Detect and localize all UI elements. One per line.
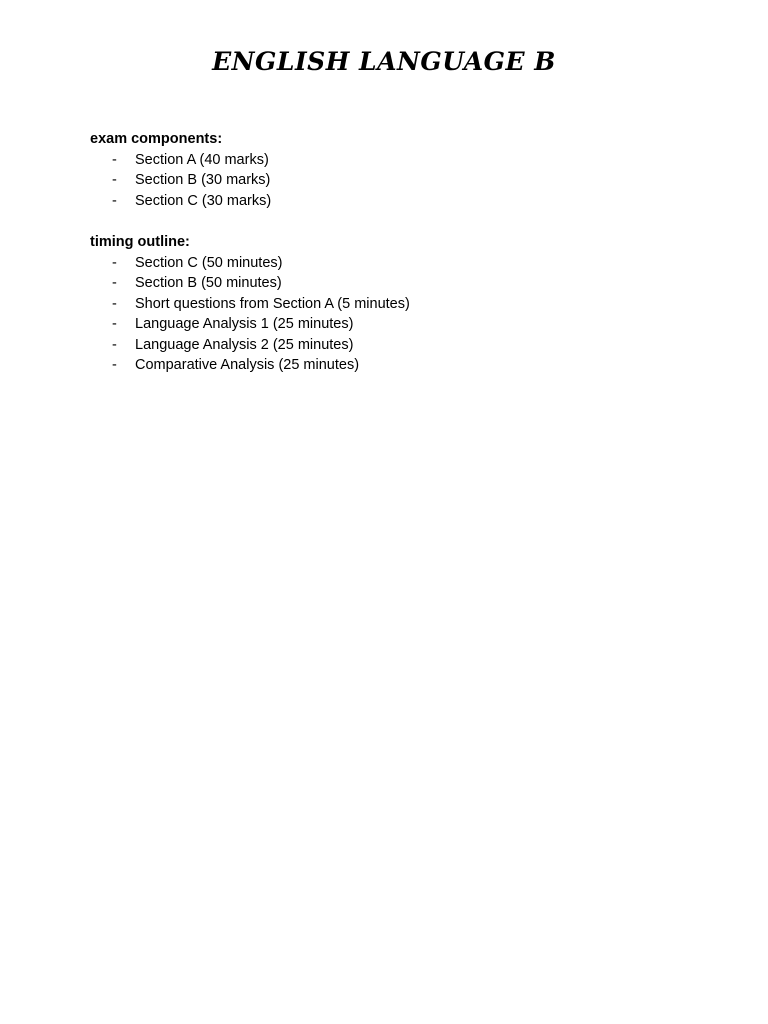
list-item bbox=[90, 314, 690, 335]
exam-components-section bbox=[90, 129, 690, 211]
list-item-text: Comparative Analysis (25 minutes) bbox=[135, 357, 360, 373]
list-item bbox=[90, 294, 690, 315]
timing-outline-section bbox=[90, 232, 690, 376]
list-item-text: Short questions from Section A (5 minutes) bbox=[135, 295, 410, 312]
list-item-text: Language Analysis 2 (25 minutes) bbox=[135, 336, 354, 353]
timing-outline-list bbox=[90, 253, 690, 376]
timing-outline-heading: timing outline: bbox=[90, 234, 190, 250]
list-item bbox=[90, 253, 690, 274]
dash-bullet: - bbox=[112, 295, 117, 312]
list-item-text: Section C (30 marks) bbox=[135, 192, 272, 209]
exam-components-list bbox=[90, 150, 690, 212]
dash-bullet: - bbox=[112, 254, 117, 271]
list-item bbox=[90, 150, 690, 171]
dash-bullet: - bbox=[112, 192, 117, 209]
list-item-text: Section A (40 marks) bbox=[135, 151, 269, 168]
dash-bullet: - bbox=[112, 357, 117, 373]
list-item-text: Section B (50 minutes) bbox=[135, 275, 282, 291]
dash-bullet: - bbox=[112, 336, 117, 353]
list-item bbox=[90, 170, 690, 191]
list-item-text: Language Analysis 1 (25 minutes) bbox=[135, 316, 354, 332]
dash-bullet: - bbox=[112, 151, 117, 168]
exam-components-heading: exam components: bbox=[90, 131, 223, 147]
list-item-text: Section C (50 minutes) bbox=[135, 254, 283, 271]
document-title: ENGLISH LANGUAGE B bbox=[212, 47, 556, 76]
dash-bullet: - bbox=[112, 316, 117, 332]
list-item bbox=[90, 335, 690, 356]
list-item-text: Section B (30 marks) bbox=[135, 172, 271, 188]
list-item bbox=[90, 273, 690, 294]
dash-bullet: - bbox=[112, 172, 117, 188]
dash-bullet: - bbox=[112, 275, 117, 291]
list-item bbox=[90, 355, 690, 376]
list-item bbox=[90, 191, 690, 212]
